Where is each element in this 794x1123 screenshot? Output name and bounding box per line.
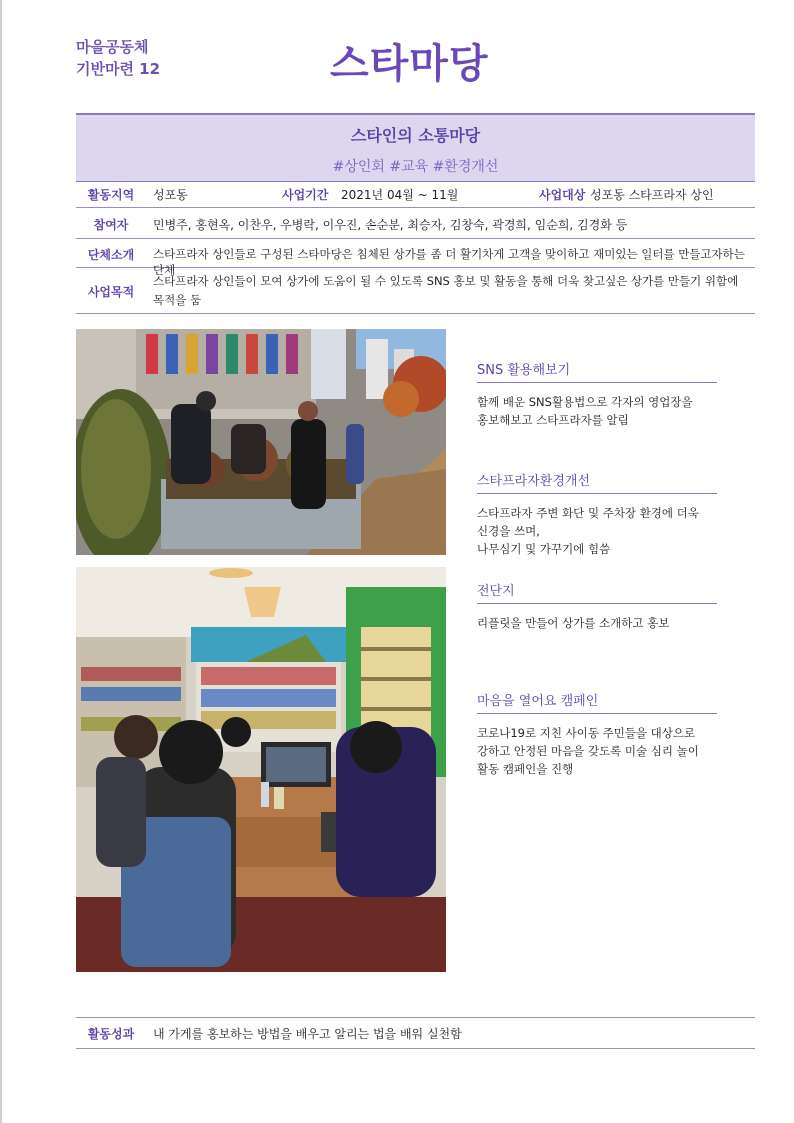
info-row-group [76,239,755,277]
section-sns-body [477,393,717,429]
section-leaflet-heading: 전단지 [477,580,717,604]
section-campaign-heading: 마음을 열어요 캠페인 [477,690,717,714]
info-row-purpose [76,268,755,314]
target-value: 성포동 스타프라자 상인 [590,188,714,202]
section-campaign [477,690,717,778]
period-value: 2021년 04월 ~ 11월 [341,188,459,202]
participants-label: 참여자 [93,218,129,232]
area-value: 성포동 [153,188,188,202]
info-row-participants [76,208,755,239]
purpose-label: 사업목적 [87,285,135,299]
title-box [76,113,755,182]
section-campaign-body [477,724,717,778]
section-campaign-line-3: 활동 캠페인을 진행 [477,762,574,776]
series-label [76,36,160,80]
group-label: 단체소개 [87,248,135,262]
section-sns-line-1: 함께 배운 SNS활용법으로 각자의 영업장을 [477,395,693,409]
photo-flowerbed-activity [76,329,446,555]
participants-value: 민병주, 홍현옥, 이찬우, 우병락, 이우진, 손순분, 최승자, 김창숙, 곽경희, 임순희, 김경화 등 [153,218,628,232]
result-label: 활동성과 [87,1027,135,1041]
section-environment-heading: 스타프라자환경개선 [477,470,717,494]
section-leaflet [477,580,717,632]
project-title: 스타인의 소통마당 [350,126,481,145]
section-leaflet-body [477,614,717,632]
page-left-edge [0,0,2,1123]
area-label: 활동지역 [87,188,135,202]
section-environment [477,470,717,558]
target-label: 사업대상 [539,188,586,202]
result-value: 내 가게를 홍보하는 방법을 배우고 알리는 법을 배워 실천함 [153,1027,462,1041]
project-tags: #상인회 #교육 #환경개선 [332,159,499,175]
section-campaign-line-2: 강하고 안정된 마음을 갖도록 미술 심리 놀이 [477,744,699,758]
section-environment-line-2: 신경을 쓰며, [477,524,540,538]
section-environment-body [477,504,717,558]
photo-bookstore-meeting [76,567,446,972]
purpose-line-2: 목적을 둠 [153,293,202,307]
section-environment-line-3: 나무심기 및 가꾸기에 힘씀 [477,542,611,556]
photo-flowerbed-svg [76,329,446,555]
period-label: 사업기간 [282,188,329,202]
series-line-2: 기반마련 12 [76,60,161,78]
brand-title: 스타마당 [330,41,489,87]
photo-bookstore-svg [76,567,446,972]
info-row-area [76,180,755,208]
series-line-1: 마을공동체 [76,38,149,56]
section-sns-heading: SNS 활용해보기 [477,359,717,383]
result-row [76,1017,755,1049]
purpose-line-1: 스타프라자 상인들이 모여 상가에 도움이 될 수 있도록 SNS 홍보 및 활동을 통해 더욱 찾고싶은 상가를 만들기 위함에 [153,274,739,288]
group-value: 스타프라자 상인들로 구성된 스타마당은 침체된 상가를 좀 더 활기차게 고객을 맞이하고 재미있는 일터를 만들고자하는 단체 [153,247,745,277]
section-sns [477,359,717,429]
section-sns-line-2: 홍보해보고 스타프라자를 알림 [477,413,629,427]
section-leaflet-line-1: 리플릿을 만들어 상가를 소개하고 홍보 [477,616,670,630]
section-environment-line-1: 스타프라자 주변 화단 및 주차장 환경에 더욱 [477,506,699,520]
section-campaign-line-1: 코로나19로 지친 사이동 주민들을 대상으로 [477,726,696,740]
